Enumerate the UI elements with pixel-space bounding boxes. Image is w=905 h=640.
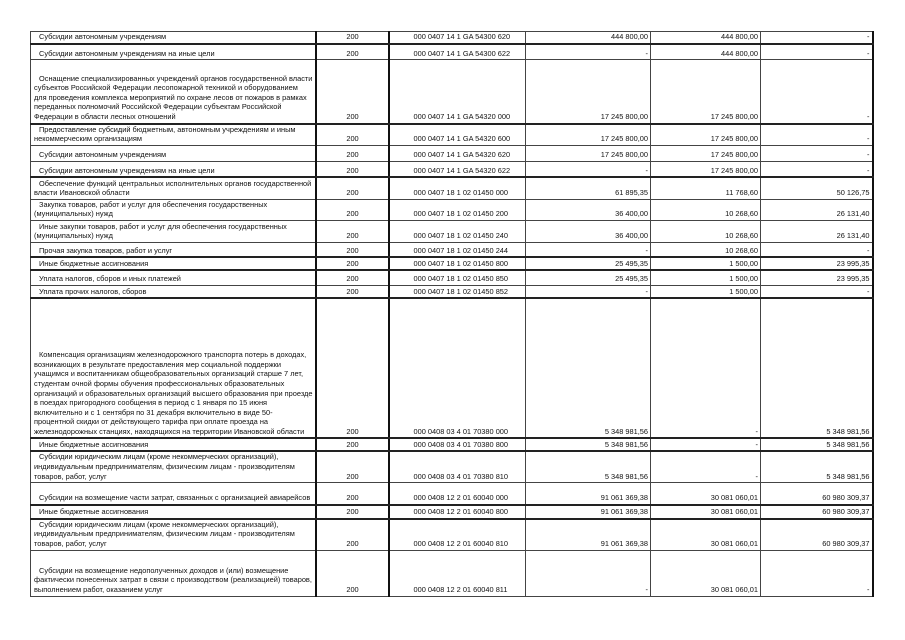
approved-amount: - bbox=[526, 161, 651, 177]
table-row bbox=[31, 483, 873, 505]
table-row bbox=[31, 161, 873, 177]
unexecuted-amount: - bbox=[761, 550, 873, 596]
table-row bbox=[31, 550, 873, 596]
row-name: Субсидии юридическим лицам (кроме некоммерческих организаций), индивидуальным предпринимателям, физическим лицам - производителям товаров, работ, услуг bbox=[31, 519, 316, 550]
row-name: Субсидии на возмещение части затрат, связанных с организацией авиарейсов bbox=[31, 483, 316, 505]
approved-amount: 91 061 369,38 bbox=[526, 505, 651, 519]
table-row bbox=[31, 438, 873, 451]
table-row bbox=[31, 199, 873, 220]
budget-code: 000 0407 14 1 GA 54300 620 bbox=[389, 32, 526, 44]
budget-code: 000 0408 12 2 01 60040 811 bbox=[389, 550, 526, 596]
row-name: Уплата прочих налогов, сборов bbox=[31, 285, 316, 298]
unexecuted-amount: 23 995,35 bbox=[761, 270, 873, 285]
budget-code: 000 0408 12 2 01 60040 800 bbox=[389, 505, 526, 519]
executed-amount: 30 081 060,01 bbox=[651, 483, 761, 505]
approved-amount: 17 245 800,00 bbox=[526, 145, 651, 161]
executed-amount: 444 800,00 bbox=[651, 32, 761, 44]
approved-amount: 91 061 369,38 bbox=[526, 483, 651, 505]
approved-amount: 5 348 981,56 bbox=[526, 438, 651, 451]
unexecuted-amount: 60 980 309,37 bbox=[761, 505, 873, 519]
approved-amount: 61 895,35 bbox=[526, 177, 651, 199]
executed-amount: 17 245 800,00 bbox=[651, 60, 761, 124]
line-code: 200 bbox=[316, 220, 389, 242]
approved-amount: - bbox=[526, 550, 651, 596]
line-code: 200 bbox=[316, 44, 389, 60]
table-row bbox=[31, 242, 873, 257]
executed-amount: 10 268,60 bbox=[651, 199, 761, 220]
line-code: 200 bbox=[316, 124, 389, 146]
unexecuted-amount: 5 348 981,56 bbox=[761, 451, 873, 482]
budget-code: 000 0408 03 4 01 70380 810 bbox=[389, 451, 526, 482]
approved-amount: 17 245 800,00 bbox=[526, 60, 651, 124]
line-code: 200 bbox=[316, 177, 389, 199]
unexecuted-amount: - bbox=[761, 145, 873, 161]
row-name: Иные закупки товаров, работ и услуг для обеспечения государственных (муниципальных) нужд bbox=[31, 220, 316, 242]
budget-code: 000 0407 18 1 02 01450 850 bbox=[389, 270, 526, 285]
executed-amount: 10 268,60 bbox=[651, 242, 761, 257]
executed-amount: 1 500,00 bbox=[651, 285, 761, 298]
executed-amount: 17 245 800,00 bbox=[651, 145, 761, 161]
budget-code: 000 0407 18 1 02 01450 240 bbox=[389, 220, 526, 242]
table-row bbox=[31, 220, 873, 242]
row-name: Иные бюджетные ассигнования bbox=[31, 438, 316, 451]
line-code: 200 bbox=[316, 438, 389, 451]
line-code: 200 bbox=[316, 257, 389, 270]
unexecuted-amount: - bbox=[761, 285, 873, 298]
line-code: 200 bbox=[316, 199, 389, 220]
unexecuted-amount: 23 995,35 bbox=[761, 257, 873, 270]
budget-code: 000 0408 12 2 01 60040 000 bbox=[389, 483, 526, 505]
line-code: 200 bbox=[316, 298, 389, 438]
executed-amount: - bbox=[651, 451, 761, 482]
budget-code: 000 0407 14 1 GA 54320 600 bbox=[389, 124, 526, 146]
row-name: Предоставление субсидий бюджетным, автономным учреждениям и иным некоммерческим организациям bbox=[31, 124, 316, 146]
approved-amount: 5 348 981,56 bbox=[526, 451, 651, 482]
unexecuted-amount: - bbox=[761, 44, 873, 60]
approved-amount: 91 061 369,38 bbox=[526, 519, 651, 550]
approved-amount: 25 495,35 bbox=[526, 270, 651, 285]
table-row bbox=[31, 519, 873, 550]
budget-code: 000 0407 14 1 GA 54320 000 bbox=[389, 60, 526, 124]
line-code: 200 bbox=[316, 242, 389, 257]
row-name: Субсидии автономным учреждениям на иные цели bbox=[31, 161, 316, 177]
executed-amount: 17 245 800,00 bbox=[651, 161, 761, 177]
executed-amount: 30 081 060,01 bbox=[651, 519, 761, 550]
line-code: 200 bbox=[316, 270, 389, 285]
row-name: Закупка товаров, работ и услуг для обеспечения государственных (муниципальных) нужд bbox=[31, 199, 316, 220]
unexecuted-amount: 50 126,75 bbox=[761, 177, 873, 199]
table-row bbox=[31, 257, 873, 270]
budget-execution-table bbox=[30, 31, 874, 597]
line-code: 200 bbox=[316, 550, 389, 596]
executed-amount: 444 800,00 bbox=[651, 44, 761, 60]
line-code: 200 bbox=[316, 505, 389, 519]
approved-amount: 25 495,35 bbox=[526, 257, 651, 270]
row-name: Иные бюджетные ассигнования bbox=[31, 257, 316, 270]
table-row bbox=[31, 60, 873, 124]
line-code: 200 bbox=[316, 451, 389, 482]
budget-code: 000 0407 18 1 02 01450 800 bbox=[389, 257, 526, 270]
budget-code: 000 0408 03 4 01 70380 800 bbox=[389, 438, 526, 451]
line-code: 200 bbox=[316, 60, 389, 124]
approved-amount: - bbox=[526, 44, 651, 60]
approved-amount: 5 348 981,56 bbox=[526, 298, 651, 438]
unexecuted-amount: 26 131,40 bbox=[761, 220, 873, 242]
executed-amount: 1 500,00 bbox=[651, 257, 761, 270]
line-code: 200 bbox=[316, 145, 389, 161]
row-name: Иные бюджетные ассигнования bbox=[31, 505, 316, 519]
table-row bbox=[31, 32, 873, 44]
line-code: 200 bbox=[316, 483, 389, 505]
executed-amount: 30 081 060,01 bbox=[651, 505, 761, 519]
unexecuted-amount: 60 980 309,37 bbox=[761, 483, 873, 505]
budget-code: 000 0407 18 1 02 01450 000 bbox=[389, 177, 526, 199]
table-row bbox=[31, 270, 873, 285]
line-code: 200 bbox=[316, 519, 389, 550]
executed-amount: 30 081 060,01 bbox=[651, 550, 761, 596]
row-name: Субсидии автономным учреждениям bbox=[31, 145, 316, 161]
unexecuted-amount: 5 348 981,56 bbox=[761, 438, 873, 451]
row-name: Субсидии автономным учреждениям bbox=[31, 32, 316, 44]
executed-amount: - bbox=[651, 438, 761, 451]
approved-amount: 444 800,00 bbox=[526, 32, 651, 44]
unexecuted-amount: - bbox=[761, 161, 873, 177]
executed-amount: 1 500,00 bbox=[651, 270, 761, 285]
approved-amount: 36 400,00 bbox=[526, 199, 651, 220]
unexecuted-amount: 5 348 981,56 bbox=[761, 298, 873, 438]
table-row bbox=[31, 285, 873, 298]
unexecuted-amount: - bbox=[761, 32, 873, 44]
budget-code: 000 0407 14 1 GA 54320 620 bbox=[389, 145, 526, 161]
table-row bbox=[31, 177, 873, 199]
executed-amount: 11 768,60 bbox=[651, 177, 761, 199]
row-name: Оснащение специализированных учреждений органов государственной власти субъектов Российской Федерации лесопожарной техникой и оборудованием для проведения комплекса мероприятий по охране лесов от пожаров в рамках переданных полномочий Российской Федерации субъектам Российской Федерации в области лесных отношений bbox=[31, 60, 316, 124]
table-row bbox=[31, 451, 873, 482]
line-code: 200 bbox=[316, 161, 389, 177]
row-name: Субсидии юридическим лицам (кроме некоммерческих организаций), индивидуальным предпринимателям, физическим лицам - производителям товаров, работ, услуг bbox=[31, 451, 316, 482]
budget-code: 000 0407 18 1 02 01450 852 bbox=[389, 285, 526, 298]
row-name: Прочая закупка товаров, работ и услуг bbox=[31, 242, 316, 257]
budget-code: 000 0407 14 1 GA 54300 622 bbox=[389, 44, 526, 60]
budget-code: 000 0407 18 1 02 01450 244 bbox=[389, 242, 526, 257]
unexecuted-amount: 60 980 309,37 bbox=[761, 519, 873, 550]
line-code: 200 bbox=[316, 32, 389, 44]
unexecuted-amount: - bbox=[761, 60, 873, 124]
table-row bbox=[31, 298, 873, 438]
executed-amount: 17 245 800,00 bbox=[651, 124, 761, 146]
unexecuted-amount: 26 131,40 bbox=[761, 199, 873, 220]
row-name: Компенсация организациям железнодорожного транспорта потерь в доходах, возникающих в результате предоставления мер социальной поддержки учащимся и воспитанникам общеобразовательных организаций старше 7 лет, студентам очной формы обучения профессиональных образовательных организаций и образовательных организаций высшего образования при проезде в поездах пригородного сообщения в период с 1 января по 15 июня включительно и с 1 сентября по 31 декабря включительно в виде 50-процентной скидки от действующего тарифа при оплате проезда на железнодорожных станциях, находящихся на территории Ивановской области bbox=[31, 298, 316, 438]
unexecuted-amount: - bbox=[761, 124, 873, 146]
table-row bbox=[31, 44, 873, 60]
budget-code: 000 0408 12 2 01 60040 810 bbox=[389, 519, 526, 550]
budget-code: 000 0408 03 4 01 70380 000 bbox=[389, 298, 526, 438]
table-row bbox=[31, 145, 873, 161]
line-code: 200 bbox=[316, 285, 389, 298]
approved-amount: 17 245 800,00 bbox=[526, 124, 651, 146]
executed-amount: 10 268,60 bbox=[651, 220, 761, 242]
row-name: Субсидии на возмещение недополученных доходов и (или) возмещение фактически понесенных затрат в связи с производством (реализацией) товаров, выполнением работ, оказанием услуг bbox=[31, 550, 316, 596]
approved-amount: 36 400,00 bbox=[526, 220, 651, 242]
budget-code: 000 0407 14 1 GA 54320 622 bbox=[389, 161, 526, 177]
row-name: Обеспечение функций центральных исполнительных органов государственной власти Ивановской области bbox=[31, 177, 316, 199]
table-body bbox=[31, 32, 873, 597]
table-row bbox=[31, 505, 873, 519]
approved-amount: - bbox=[526, 285, 651, 298]
table-row bbox=[31, 124, 873, 146]
executed-amount: - bbox=[651, 298, 761, 438]
approved-amount: - bbox=[526, 242, 651, 257]
budget-code: 000 0407 18 1 02 01450 200 bbox=[389, 199, 526, 220]
row-name: Субсидии автономным учреждениям на иные цели bbox=[31, 44, 316, 60]
unexecuted-amount: - bbox=[761, 242, 873, 257]
row-name: Уплата налогов, сборов и иных платежей bbox=[31, 270, 316, 285]
